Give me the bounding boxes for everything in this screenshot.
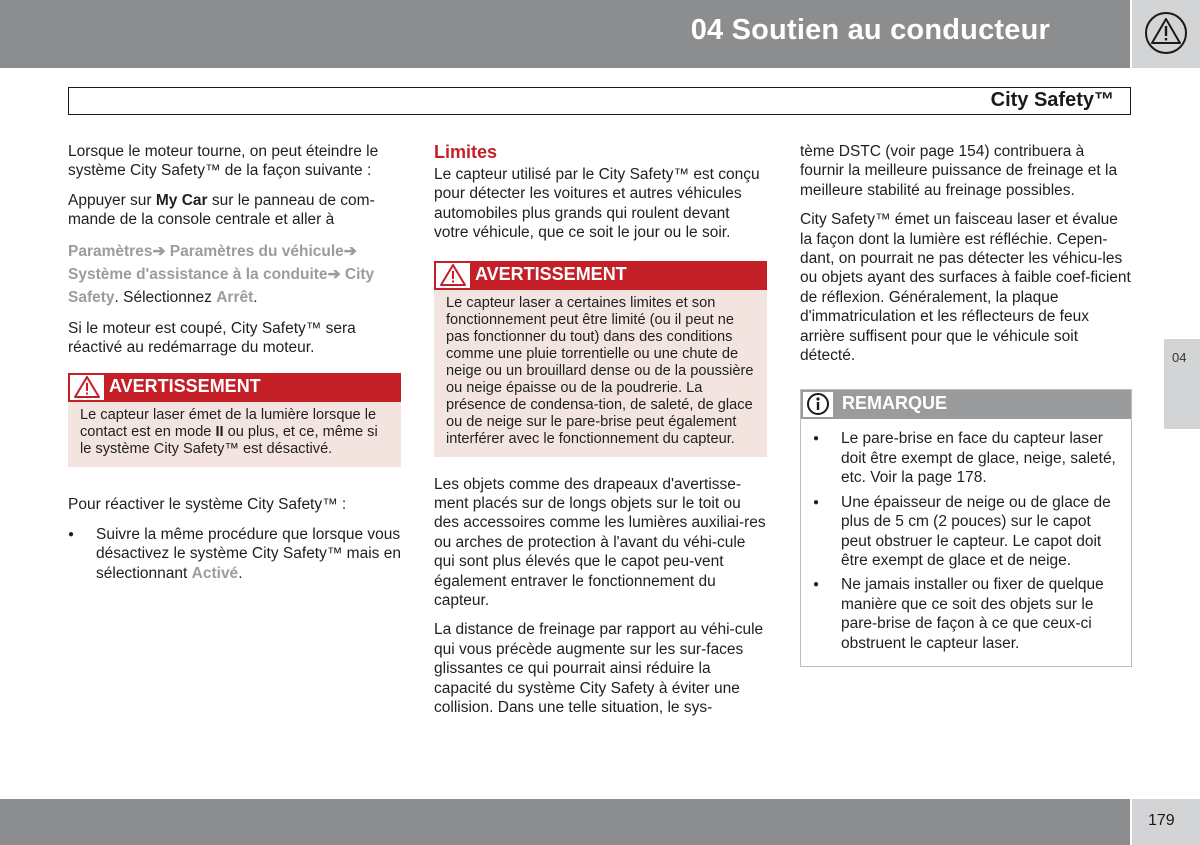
info-icon [806,392,830,416]
menu-path-item: Paramètres [68,242,153,260]
arrow-right-icon: ➔ [327,265,341,283]
menu-path-item: Système d'assistance à la conduite [68,265,328,283]
section-title: City Safety™ [990,89,1114,111]
note-header [801,390,1131,419]
paragraph: Lorsque le moteur tourne, on peut éteindre le système City Safety™ de la façon suivante : [68,143,379,180]
text: Appuyer sur [68,191,156,209]
bullet-list [68,525,401,583]
header-corner [1132,0,1200,68]
warning-header [434,261,767,290]
warning-triangle-icon [72,373,102,401]
list-item: ● Ne jamais installer ou fixer de quelque manière que ce soit des objets sur le pare-brise de façon à ce que ceux-ci obstruent le capteur laser. [813,575,1121,653]
text: Le capteur laser émet de la lumière lorsque le contact est en mode [80,407,377,441]
warning-triangle-icon [1144,11,1188,55]
my-car-label: My Car [155,191,208,209]
page-number-box [1132,799,1200,845]
menu-path-item: Arrêt [216,288,254,306]
paragraph [68,191,401,230]
warning-body [68,402,401,467]
paragraph: tème DSTC (voir page 154) contribuera à fournir la meilleure puissance de freinage et la meilleure stabilité au freinage possibles. [800,143,1118,199]
text: Suivre la même procédure que lorsque vous désactivez le système City Safety™ mais en sélectionnant [96,525,401,582]
arrow-right-icon: ➔ [343,242,357,260]
text: ou plus, et ce, même si le système City Safety™ est désactivé. [80,424,378,458]
column-1 [68,142,401,588]
section-header [68,87,1131,115]
list-item: ● Le pare-brise en face du capteur laser doit être exempt de glace, neige, saleté, etc. Voir la page 178. [813,429,1121,487]
side-tab-label: 04 [1172,350,1187,365]
menu-path [68,240,401,309]
paragraph: Les objets comme des drapeaux d'avertisse-ment placés sur de longs objets sur le toit ou des accessoires comme les lumières auxiliai-res ou arches de protection à l'avant du véhi-cule qui sont plus élevés que le capot peu-vent également entraver le fonctionnement du capteur. [434,475,766,610]
note-box [800,389,1132,666]
warning-box [68,373,401,467]
warning-body: Le capteur laser a certaines limites et son fonctionnement peut être limité (ou il peut ne pas fonctionner du tout) dans des conditions comme une pluie torrentielle ou une chute de neige ou un brouillard dense ou de la poussière ou neige épaisse ou de la poudrerie. La présence de condensa-tion, de saleté, de glace ou de neige sur le pare-brise peut également interférer avec le fonctionnement du capteur. [446,294,754,447]
column-2 [434,142,767,728]
paragraph: Le capteur utilisé par le City Safety™ est conçu pour détecter les voitures et autres véhicules automobiles plus grands qui roulent devant votre véhicule, que ce soit le jour ou le soir. [434,166,760,242]
paragraph: Si le moteur est coupé, City Safety™ sera réactivé au redémarrage du moteur. [68,319,356,357]
list-item [68,525,401,583]
note-body [801,419,1131,665]
text: sur le panneau de com-mande de la console centrale et aller à [68,191,375,229]
menu-path-item: City Safety [68,265,375,306]
page-number: 179 [1148,812,1175,829]
menu-path-item: Activé [191,564,239,582]
text: . [238,564,243,582]
header-bar [0,0,1130,68]
warning-triangle-icon [438,261,468,289]
column-3 [800,142,1132,667]
text: . [253,288,258,306]
warning-title: AVERTISSEMENT [475,263,627,284]
footer-bar [0,799,1130,845]
chapter-title: 04 Soutien au conducteur [690,14,1050,46]
warning-title: AVERTISSEMENT [109,376,261,397]
paragraph: Pour réactiver le système City Safety™ : [68,496,347,514]
arrow-right-icon: ➔ [152,242,166,260]
mode-label: II [215,424,224,441]
text: . Sélectionnez [114,288,217,306]
list-item: ● Une épaisseur de neige ou de glace de plus de 5 cm (2 pouces) sur le capot peut obstruer le capteur. Le capot doit être exempt de glace et de neige. [813,493,1121,571]
chapter-side-tab [1164,339,1200,429]
menu-path-item: Paramètres du véhicule [169,242,344,260]
warning-box [434,261,767,457]
paragraph: City Safety™ émet un faisceau laser et évalue la façon dont la lumière est réfléchie. Cepen-dant, on pourrait ne pas détecter les véhicu-les ou objets ayant des surfaces à faible coef-ficient de réflexion. Généralement, la plaque d'immatriculation et les réflecteurs de feux arrière suffisent pour que le véhicule soit détecté. [800,211,1131,365]
section-heading: Limites [434,142,498,162]
paragraph: La distance de freinage par rapport au véhi-cule qui vous précède augmente sur les sur-faces glissantes ce qui pourrait ainsi réduire la capacité du système City Safety à éviter une collision. Dans une telle situation, le sys- [434,621,764,717]
warning-header [68,373,401,402]
bullet-list [813,429,1121,652]
note-title: REMARQUE [842,393,948,414]
